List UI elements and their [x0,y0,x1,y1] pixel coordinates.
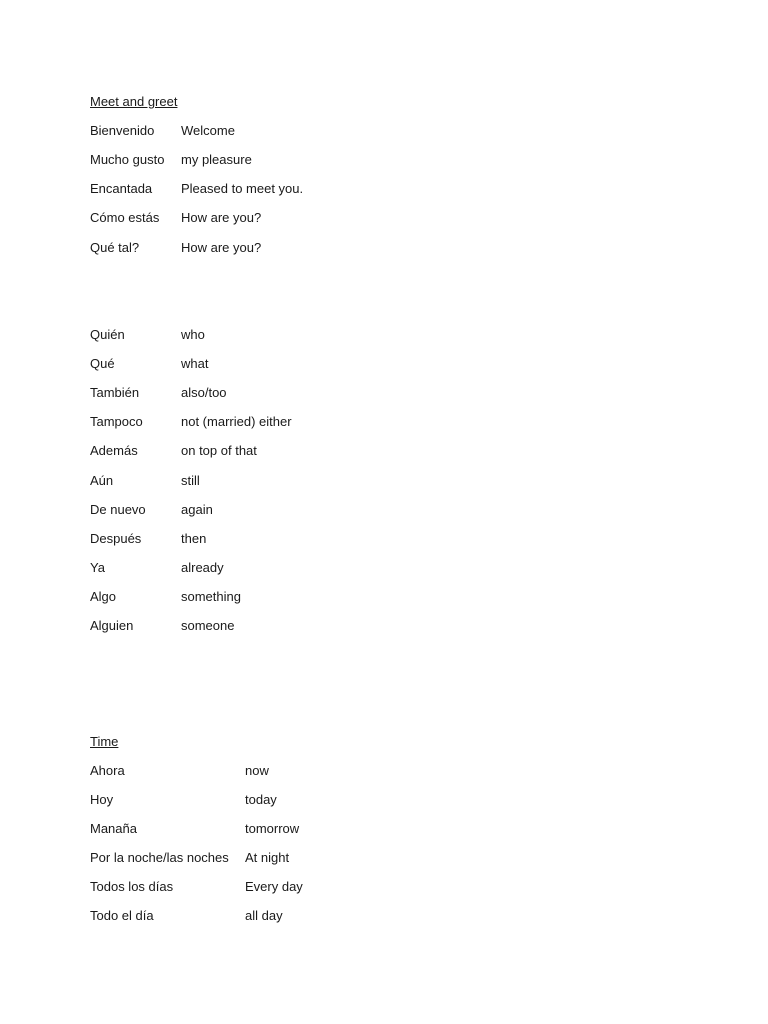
english-translation: on top of that [181,443,257,458]
spanish-term: Qué [90,356,115,371]
english-translation: then [181,531,207,546]
english-translation: still [181,473,200,488]
spanish-term: Aún [90,473,114,488]
english-translation: again [181,502,213,517]
spanish-term: Qué tal? [90,240,140,255]
english-translation: Welcome [181,123,235,138]
english-translation: something [181,589,241,604]
english-translation: who [181,327,205,342]
spanish-term: Todos los días [90,879,174,894]
spanish-term: Por la noche/las noches [90,850,229,865]
spanish-term: Encantada [90,181,153,196]
spanish-term: Alguien [90,618,134,633]
english-translation: tomorrow [245,821,300,836]
english-translation: all day [245,908,283,923]
english-translation: Every day [245,879,303,894]
spanish-term: También [90,385,140,400]
section-heading: Meet and greet [90,94,178,109]
english-translation: also/too [181,385,227,400]
spanish-term: Quién [90,327,125,342]
english-translation: today [245,792,277,807]
english-translation: not (married) either [181,414,292,429]
english-translation: Pleased to meet you. [181,181,304,196]
spanish-term: Además [90,443,138,458]
spanish-term: Ya [90,560,105,575]
spanish-term: Tampoco [90,414,143,429]
english-translation: someone [181,618,235,633]
spanish-term: De nuevo [90,502,146,517]
english-translation: my pleasure [181,152,252,167]
spanish-term: Algo [90,589,117,604]
english-translation: what [181,356,209,371]
spanish-term: Manaña [90,821,137,836]
spanish-term: Cómo estás [90,210,160,225]
english-translation: How are you? [181,240,262,255]
spanish-term: Ahora [90,763,125,778]
english-translation: How are you? [181,210,262,225]
spanish-term: Bienvenido [90,123,155,138]
english-translation: already [181,560,224,575]
spanish-term: Mucho gusto [90,152,165,167]
spanish-term: Hoy [90,792,114,807]
english-translation: now [245,763,269,778]
spanish-term: Después [90,531,142,546]
section-heading: Time [90,734,119,749]
spanish-term: Todo el día [90,908,154,923]
english-translation: At night [245,850,290,865]
